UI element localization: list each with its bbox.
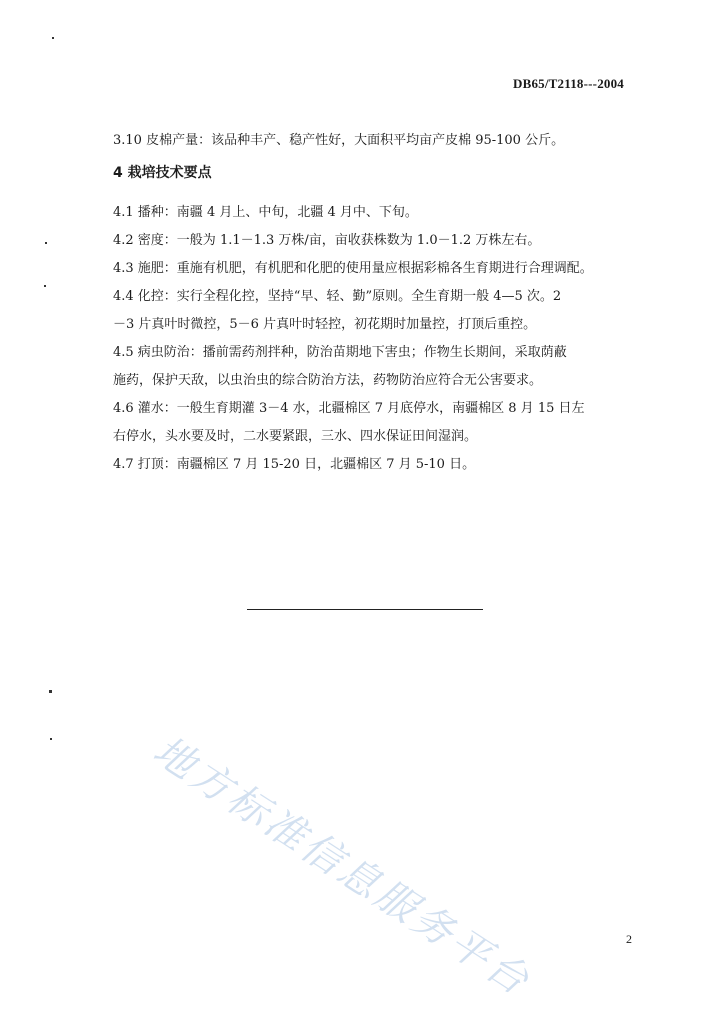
paragraph-4-2: 4.2 密度：一般为 1.1－1.3 万株/亩，亩收获株数为 1.0－1.2 万株左右。: [113, 233, 541, 248]
paragraph-4-5-line-1: 4.5 病虫防治：播前需药剂拌种，防治苗期地下害虫；作物生长期间，采取荫蔽: [113, 345, 567, 360]
paragraph-4-1: 4.1 播种：南疆 4 月上、中旬，北疆 4 月中、下旬。: [113, 205, 418, 220]
paragraph-4-6-line-2: 右停水，头水要及时，二水要紧跟，三水、四水保证田间湿润。: [113, 429, 478, 444]
scan-speck: [50, 738, 52, 740]
paragraph-4-5-line-2: 施药，保护天敌，以虫治虫的综合防治方法，药物防治应符合无公害要求。: [113, 373, 543, 388]
paragraph-4-7: 4.7 打顶：南疆棉区 7 月 15-20 日，北疆棉区 7 月 5-10 日。: [113, 457, 476, 472]
paragraph-4-6-line-1: 4.6 灌水：一般生育期灌 3－4 水，北疆棉区 7 月底停水，南疆棉区 8 月 15 日左: [113, 401, 585, 416]
scan-speck: [45, 242, 47, 244]
paragraph-4-3: 4.3 施肥：重施有机肥，有机肥和化肥的使用量应根据彩棉各生育期进行合理调配。: [113, 261, 593, 276]
document-code: DB65/T2118---2004: [512, 76, 624, 91]
end-rule: [247, 609, 483, 610]
paragraph-3-10: 3.10 皮棉产量：该品种丰产、稳产性好，大面积平均亩产皮棉 95-100 公斤。: [113, 133, 565, 148]
paragraph-4-4-line-1: 4.4 化控：实行全程化控，坚持“早、轻、勤”原则。全生育期一般 4—5 次。2: [113, 289, 562, 304]
paragraph-4-4-line-2: －3 片真叶时微控，5－6 片真叶时轻控，初花期时加量控，打顶后重控。: [113, 317, 537, 332]
watermark-text: 地方标准信息服务平台: [145, 727, 540, 1006]
scan-speck: [49, 690, 52, 693]
scan-speck: [44, 285, 46, 287]
page-number: 2: [626, 932, 632, 946]
body-text: [113, 127, 633, 479]
section-heading-4: 4 栽培技术要点: [113, 165, 212, 181]
scan-speck: [52, 37, 54, 39]
